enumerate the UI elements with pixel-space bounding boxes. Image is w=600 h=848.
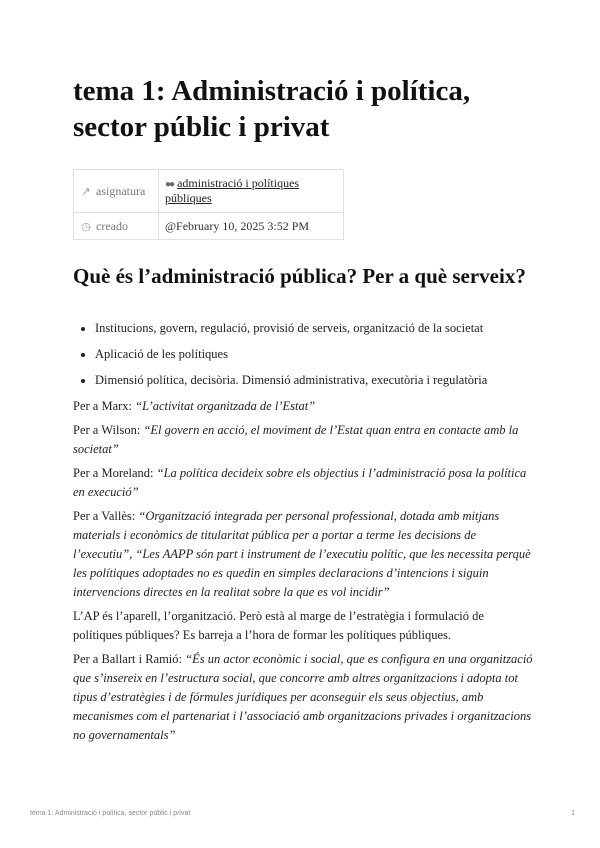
paragraph-prefix: Per a Marx: <box>73 399 136 413</box>
properties-table <box>73 169 344 240</box>
people-icon: ●● <box>165 179 174 190</box>
quote: “La política decideix sobre els objectius i l’administració posa la política en execució” <box>73 466 527 499</box>
quote: “Organització integrada per personal professional, dotada amb mitjans materials i econòmics de titularitat pública per a portar a terme les decisions de l’executiu”, “Les AAPP són part i instrument de l’executiu polític, que les necessita perquè les polítiques adoptades no es quedin en simples declaracions d’intencions i siguin intervencions directes en la realitat sobre la que es vol incidir” <box>73 509 531 599</box>
paragraph-ap: L’AP és l’aparell, l’organització. Però està al marge de l’estratègia i formulació de polítiques públiques? Es barreja a l’hora de formar les polítiques públiques. <box>73 609 484 642</box>
section-heading: Què és l’administració pública? Per a què serveix? <box>73 264 526 288</box>
list-item: • Aplicació de les polítiques <box>95 344 535 370</box>
footer-title: tema 1: Administració i política, sector públic i privat <box>30 810 191 817</box>
quote: “És un actor econòmic i social, que es configura en una organització que s’insereix en l’estructura social, que concorre amb altres organitzacions i adopta tot tipus d’estratègies i de fórmules jurídiques per aconseguir els seus objectius, amb mecanismes com el partenariat i l’associació amb organitzacions privades i organitzacions no governamentals” <box>73 652 533 742</box>
paragraph-valles <box>73 507 533 602</box>
paragraph-prefix: Per a Vallès: <box>73 509 139 523</box>
page-title: tema 1: Administració i política, sector públic i privat <box>73 75 471 143</box>
body-paragraphs <box>73 397 533 750</box>
paragraph-ballart <box>73 650 533 745</box>
quote: “El govern en acció, el moviment de l’Estat quan entra en contacte amb la societat” <box>73 423 519 456</box>
page-footer <box>30 810 575 817</box>
property-row-asignatura <box>74 170 344 213</box>
paragraph-moreland <box>73 464 533 502</box>
bullet-list <box>73 318 535 396</box>
property-row-creado <box>74 213 344 240</box>
clock-icon: ◷ <box>81 220 91 233</box>
creado-label: creado <box>96 218 128 233</box>
property-key-creado <box>74 213 159 240</box>
list-item: • Dimensió política, decisòria. Dimensió administrativa, executòria i regulatòria <box>95 370 535 396</box>
quote: “L’activitat organitzada de l’Estat” <box>135 399 316 413</box>
list-item: • Institucions, govern, regulació, provisió de serveis, organització de la societat <box>95 318 535 344</box>
asignatura-label: asignatura <box>96 183 146 198</box>
paragraph-wilson <box>73 421 533 459</box>
paragraph-prefix: Per a Ballart i Ramió: <box>73 652 186 666</box>
creado-value: @February 10, 2025 3:52 PM <box>159 213 344 240</box>
paragraph-prefix: Per a Wilson: <box>73 423 144 437</box>
property-value-asignatura[interactable] <box>159 170 344 213</box>
arrow-up-right-icon: ↗ <box>81 185 91 198</box>
page-number: 1 <box>571 810 575 817</box>
paragraph-marx <box>73 397 533 416</box>
property-key-asignatura <box>74 170 159 213</box>
asignatura-link[interactable]: administració i polítiques públiques <box>165 176 300 205</box>
paragraph-prefix: Per a Moreland: <box>73 466 157 480</box>
